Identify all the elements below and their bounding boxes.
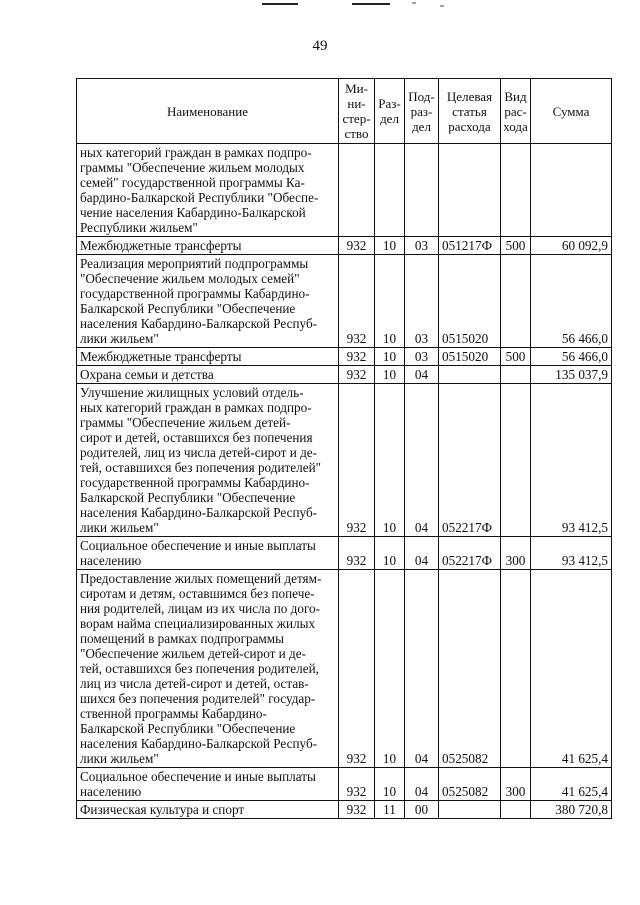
cell-subsection — [405, 144, 439, 237]
cell-ministry: 932 — [339, 570, 375, 768]
cell-subsection: 03 — [405, 237, 439, 255]
cell-ministry: 932 — [339, 237, 375, 255]
page-number: 49 — [312, 38, 328, 54]
cell-name: ных категорий граждан в рамках подпро- граммы "Обеспечение жильем молодых семей" государственной программы Ка- бардино-Балкарской Республики "Обеспе- чение населения Кабардино-Балкарской Республики жильем" — [77, 144, 339, 237]
table-row — [77, 570, 612, 768]
cell-section: 10 — [375, 537, 405, 570]
cell-expense-type — [501, 144, 531, 237]
cell-sum: 56 466,0 — [531, 348, 612, 366]
cell-expense-type: 500 — [501, 348, 531, 366]
cell-name: Реализация мероприятий подпрограммы "Обеспечение жильем молодых семей" государственной программы Кабардино- Балкарской Республики "Обеспечение населения Кабардино-Балкарской Респуб- лики жильем" — [77, 255, 339, 348]
cell-target: 052217Ф — [439, 537, 501, 570]
cell-subsection: 04 — [405, 384, 439, 537]
cell-expense-type: 500 — [501, 237, 531, 255]
table-row — [77, 768, 612, 801]
cell-name: Охрана семьи и детства — [77, 366, 339, 384]
table-row — [77, 366, 612, 384]
cell-name: Социальное обеспечение и иные выплаты населению — [77, 537, 339, 570]
cell-sum: 41 625,4 — [531, 570, 612, 768]
table-row — [77, 255, 612, 348]
table-row — [77, 144, 612, 237]
cell-sum — [531, 144, 612, 237]
cell-ministry — [339, 144, 375, 237]
cell-target: 0525082 — [439, 768, 501, 801]
cell-name: Физическая культура и спорт — [77, 801, 339, 819]
cell-ministry: 932 — [339, 801, 375, 819]
header-target: Целевая статья расхода — [439, 79, 501, 144]
cell-ministry: 932 — [339, 537, 375, 570]
cell-subsection: 04 — [405, 537, 439, 570]
cell-section: 10 — [375, 570, 405, 768]
cell-expense-type — [501, 255, 531, 348]
cell-expense-type: 300 — [501, 537, 531, 570]
header-name: Наименование — [77, 79, 339, 144]
cell-sum: 41 625,4 — [531, 768, 612, 801]
cell-subsection: 03 — [405, 348, 439, 366]
cell-section — [375, 144, 405, 237]
cell-subsection: 04 — [405, 768, 439, 801]
cell-section: 10 — [375, 768, 405, 801]
cell-section: 10 — [375, 348, 405, 366]
table-row — [77, 384, 612, 537]
cell-sum: 60 092,9 — [531, 237, 612, 255]
cell-target: 0515020 — [439, 348, 501, 366]
table-row — [77, 537, 612, 570]
cell-target: 051217Ф — [439, 237, 501, 255]
header-sum: Сумма — [531, 79, 612, 144]
header-expense-type: Вид рас- хода — [501, 79, 531, 144]
cell-target — [439, 366, 501, 384]
cell-subsection: 00 — [405, 801, 439, 819]
cell-name: Межбюджетные трансферты — [77, 348, 339, 366]
cell-name: Предоставление жилых помещений детям- сиротам и детям, оставшимся без попече- ния родителей, лицам из их числа по дого- ворам найма специализированных жилых помещений в рамках подпрограммы "Обеспечение жильем детей-сирот и де- тей, оставшихся без попечения родителей, лиц из числа детей-сирот и детей, остав- шихся без попечения родителей" государ- ственной программы Кабардино- Балкарской Республики "Обеспечение населения Кабардино-Балкарской Респуб- лики жильем" — [77, 570, 339, 768]
cell-sum: 380 720,8 — [531, 801, 612, 819]
header-row — [77, 79, 612, 144]
cell-ministry: 932 — [339, 768, 375, 801]
table-row — [77, 801, 612, 819]
cell-expense-type — [501, 384, 531, 537]
cell-name: Улучшение жилищных условий отдель- ных категорий граждан в рамках подпро- граммы "Обеспечение жильем детей- сирот и детей, оставшихся без попечения родителей, лиц из числа детей-сирот и де- тей, оставшихся без попечения родителей" государственной программы Кабардино- Балкарской Республики "Обеспечение населения Кабардино-Балкарской Респуб- лики жильем" — [77, 384, 339, 537]
cell-target: 0525082 — [439, 570, 501, 768]
cell-sum: 56 466,0 — [531, 255, 612, 348]
cell-section: 10 — [375, 366, 405, 384]
cell-sum: 93 412,5 — [531, 537, 612, 570]
cell-subsection: 04 — [405, 366, 439, 384]
cell-target — [439, 801, 501, 819]
header-subsection: Под- раз- дел — [405, 79, 439, 144]
cell-sum: 135 037,9 — [531, 366, 612, 384]
cell-expense-type — [501, 366, 531, 384]
table-row — [77, 237, 612, 255]
cell-subsection: 04 — [405, 570, 439, 768]
header-section: Раз- дел — [375, 79, 405, 144]
cell-section: 10 — [375, 237, 405, 255]
cell-name: Межбюджетные трансферты — [77, 237, 339, 255]
cell-sum: 93 412,5 — [531, 384, 612, 537]
cell-expense-type — [501, 801, 531, 819]
cell-target — [439, 144, 501, 237]
cell-section: 11 — [375, 801, 405, 819]
cell-target: 052217Ф — [439, 384, 501, 537]
cell-ministry: 932 — [339, 366, 375, 384]
table-body — [77, 144, 612, 819]
cell-expense-type: 300 — [501, 768, 531, 801]
scan-artifact-marks — [0, 0, 640, 14]
cell-ministry: 932 — [339, 348, 375, 366]
cell-section: 10 — [375, 384, 405, 537]
table-row — [77, 348, 612, 366]
budget-table — [76, 78, 612, 819]
cell-section: 10 — [375, 255, 405, 348]
cell-subsection: 03 — [405, 255, 439, 348]
cell-ministry: 932 — [339, 384, 375, 537]
header-ministry: Ми- ни- стер- ство — [339, 79, 375, 144]
cell-expense-type — [501, 570, 531, 768]
cell-ministry: 932 — [339, 255, 375, 348]
cell-name: Социальное обеспечение и иные выплаты населению — [77, 768, 339, 801]
cell-target: 0515020 — [439, 255, 501, 348]
